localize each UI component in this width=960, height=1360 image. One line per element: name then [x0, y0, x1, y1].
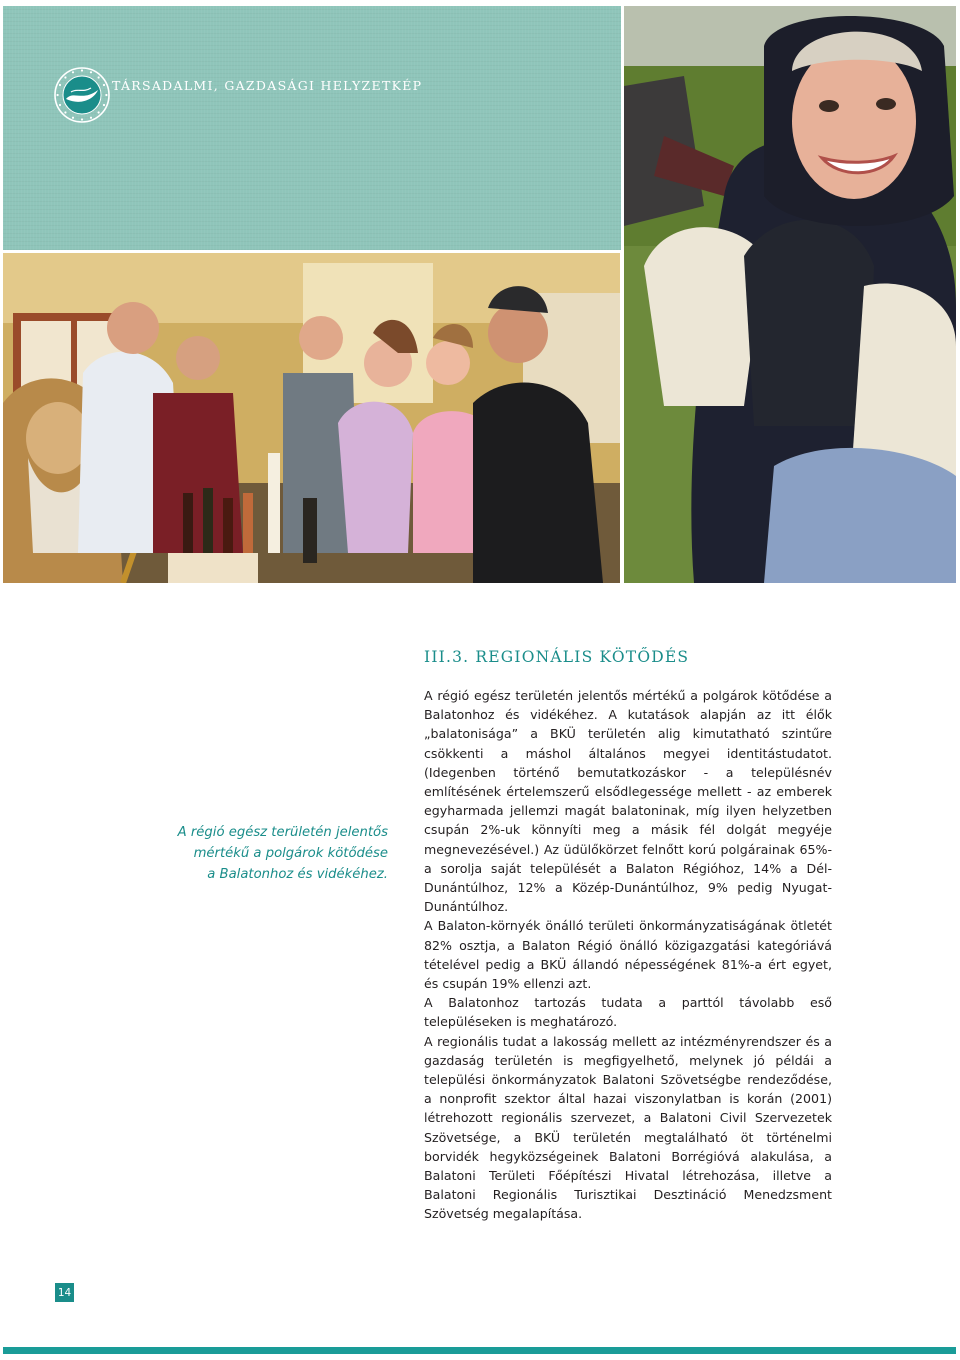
body-text	[424, 686, 832, 1224]
body-paragraph: A Balatonhoz tartozás tudata a parttól távolabb eső településeken is meghatározó.	[424, 995, 832, 1030]
wine-tasting-photo	[3, 253, 620, 583]
body-paragraph: A Balaton-környék önálló területi önkormányzatiságának ötletét 82% osztja, a Balaton Régió önálló közigazgatási kategóriává tételével pedig a BKÜ állandó népességének 81%-a ért egyet, és csupán 19% ellenzi azt.	[424, 918, 832, 992]
footer-rule	[3, 1347, 956, 1354]
pull-quote-line: a Balatonhoz és vidékéhez.	[207, 867, 388, 882]
body-paragraph: A régió egész területén jelentős mértékű a polgárok kötődése a Balatonhoz és vidékéhez. A kutatások alapján az itt élők „balatonisága” a BKÜ területén alig kimutatható szintűre csökkenti a máshol általános megyei identitástudatot. (Idegenben történő bemutatkozáskor - a településnév említésének értelemszerű elsődlegessége mellett - az emberek egyharmada jellemzi magát balatoninak, míg ilyen helyzetben csupán 2%-uk könnyíti meg a másik fél dolgát megyéje megnevezésével.) Az üdülőkörzet felnőtt korú polgárainak 65%-a sorolja saját települését a Balaton Régióhoz, 14% a Dél-Dunántúlhoz, 12% a Közép-Dunántúlhoz, 9% pedig Nyugat-Dunántúlhoz.	[424, 688, 832, 915]
body-paragraph: A regionális tudat a lakosság mellett az intézményrendszer és a gazdaság területén is megfigyelhető, melynek jó példái a települési önkormányzatok Balatoni Szövetségbe rendeződése, a nonprofit szektor által hazai viszonylatban is korán (2001) létrehozott regionális szervezet, a Balatoni Civil Szervezetek Szövetsége, a BKÜ területén megtalálható öt történelmi borvidék hegyközségeinek Balatoni Borrégióvá alakulása, a Balatoni Területi Főépítészi Hivatal létrehozása, illetve a Balatoni Regionális Turisztikai Desztináció Menedzsment Szövetség megalapítása.	[424, 1033, 832, 1222]
page-number: 14	[55, 1283, 74, 1302]
sidebar-pull-quote	[150, 822, 388, 885]
smiling-woman-photo	[624, 6, 956, 583]
chapter-title: III.3. REGIONÁLIS KÖTŐDÉS	[424, 648, 690, 666]
section-header-title: TÁRSADALMI, GAZDASÁGI HELYZETKÉP	[112, 78, 423, 93]
pull-quote-line: A régió egész területén jelentős	[177, 825, 388, 840]
pull-quote-line: mértékű a polgárok kötődése	[193, 846, 388, 861]
balaton-logo-icon	[53, 66, 111, 124]
header-panel	[3, 6, 621, 250]
